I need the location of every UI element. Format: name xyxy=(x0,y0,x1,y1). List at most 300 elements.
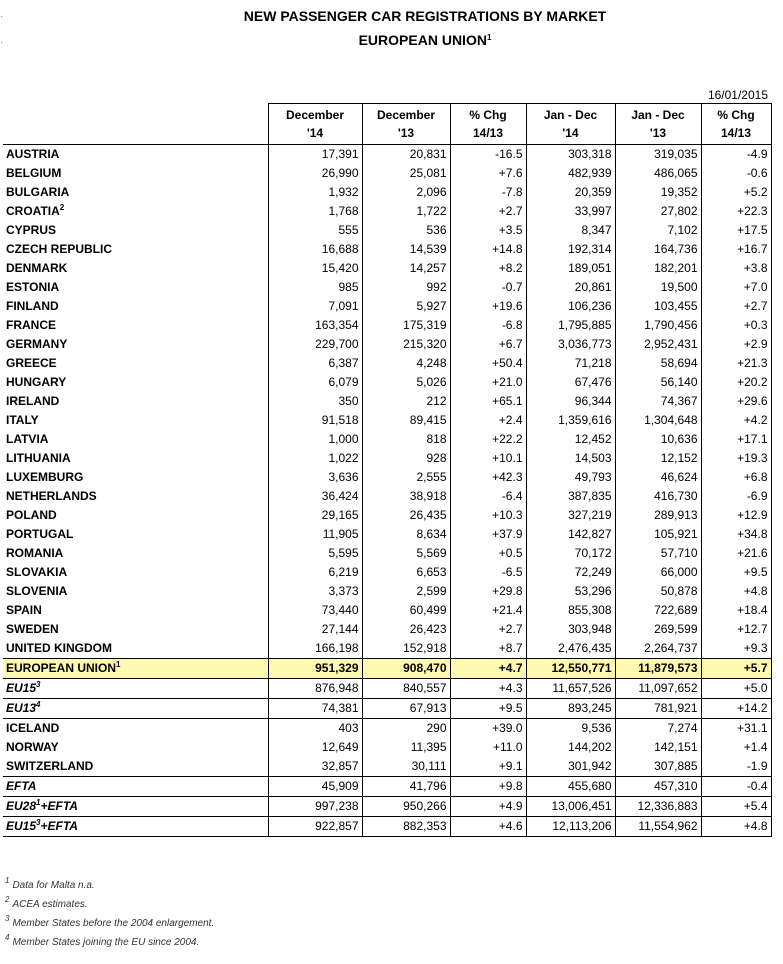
value-cell: +29.8 xyxy=(450,582,526,601)
row-label xyxy=(3,525,268,544)
value-cell: 20,861 xyxy=(526,278,615,297)
value-cell: 12,336,883 xyxy=(615,797,701,817)
column-header: December '13 xyxy=(362,104,450,145)
value-cell: 19,352 xyxy=(615,183,701,202)
column-header: December '14 xyxy=(268,104,362,145)
value-cell: 876,948 xyxy=(268,679,362,699)
market-name: DENMARK xyxy=(6,261,68,275)
value-cell: 6,387 xyxy=(328,356,359,370)
value-cell: 8,634 xyxy=(362,525,450,544)
value-cell: +5.0 xyxy=(701,679,771,699)
value-cell: +34.8 xyxy=(701,525,771,544)
footnote xyxy=(5,914,214,933)
value-cell: 5,927 xyxy=(362,297,450,316)
value-cell: 2,096 xyxy=(362,183,450,202)
value-cell: 73,440 xyxy=(321,603,359,617)
value-cell: -1.9 xyxy=(701,757,771,777)
value-cell: 163,354 xyxy=(315,318,359,332)
table-row xyxy=(3,620,771,639)
footnotes xyxy=(5,876,214,952)
value-cell: +0.3 xyxy=(701,316,771,335)
value-cell: +21.6 xyxy=(701,544,771,563)
value-cell: 6,219 xyxy=(328,565,359,579)
row-label xyxy=(3,817,268,837)
row-label xyxy=(3,777,268,797)
value-cell: +22.2 xyxy=(450,430,526,449)
column-header: Jan - Dec '14 xyxy=(526,104,615,145)
table-row xyxy=(3,164,771,183)
eu-total-row xyxy=(3,659,771,679)
value-cell: -6.4 xyxy=(450,487,526,506)
value-cell: 855,308 xyxy=(526,601,615,620)
value-cell: 41,796 xyxy=(362,777,450,797)
value-cell: -6.8 xyxy=(450,316,526,335)
value-cell: 387,835 xyxy=(526,487,615,506)
value-cell: 457,310 xyxy=(615,777,701,797)
value-cell: +9.8 xyxy=(450,777,526,797)
table-row xyxy=(3,449,771,468)
value-cell: 2,264,737 xyxy=(615,639,701,659)
value-cell: 142,827 xyxy=(526,525,615,544)
footnote-number: 4 xyxy=(5,933,10,942)
value-cell: +14.8 xyxy=(450,240,526,259)
value-cell: 49,793 xyxy=(526,468,615,487)
market-name: SLOVAKIA xyxy=(6,565,68,579)
value-cell: +18.4 xyxy=(701,601,771,620)
value-cell: 7,091 xyxy=(328,299,359,313)
value-cell: 15,420 xyxy=(321,261,359,275)
value-cell: 12,452 xyxy=(526,430,615,449)
value-cell: 555 xyxy=(338,223,359,237)
value-cell: 144,202 xyxy=(526,738,615,757)
value-cell: 11,879,573 xyxy=(615,659,701,679)
value-cell: 893,245 xyxy=(526,699,615,719)
market-name: POLAND xyxy=(6,508,57,522)
market-name: LUXEMBURG xyxy=(6,470,84,484)
value-cell: 11,657,526 xyxy=(526,679,615,699)
row-label xyxy=(3,506,268,525)
value-cell: 7,274 xyxy=(615,719,701,739)
value-cell: 6,653 xyxy=(362,563,450,582)
value-cell: 67,476 xyxy=(526,373,615,392)
value-cell: 319,035 xyxy=(615,145,701,165)
value-cell: 455,680 xyxy=(526,777,615,797)
value-cell: 6,079 xyxy=(328,375,359,389)
footnote xyxy=(5,895,214,914)
value-cell: 16,688 xyxy=(321,242,359,256)
value-cell: 482,939 xyxy=(526,164,615,183)
market-name: EU28 xyxy=(6,799,37,813)
footnote-marker: 1 xyxy=(36,798,41,807)
value-cell: 72,249 xyxy=(526,563,615,582)
value-cell: 67,913 xyxy=(362,699,450,719)
value-cell: +17.1 xyxy=(701,430,771,449)
value-cell: 403 xyxy=(338,721,359,735)
registrations-table xyxy=(3,103,772,837)
footnote xyxy=(5,933,214,952)
market-name: EU13 xyxy=(6,701,37,715)
table-row xyxy=(3,601,771,620)
value-cell: +9.5 xyxy=(701,563,771,582)
value-cell: 12,550,771 xyxy=(526,659,615,679)
footnote-text: Member States before the 2004 enlargement. xyxy=(12,918,215,929)
value-cell: 486,065 xyxy=(615,164,701,183)
value-cell: 9,536 xyxy=(526,719,615,739)
value-cell: 27,144 xyxy=(321,622,359,636)
market-name: BELGIUM xyxy=(6,166,62,180)
table-row xyxy=(3,335,771,354)
value-cell: 2,952,431 xyxy=(615,335,701,354)
value-cell: 20,831 xyxy=(362,145,450,165)
value-cell: 142,151 xyxy=(615,738,701,757)
value-cell: 26,435 xyxy=(362,506,450,525)
value-cell: +4.8 xyxy=(701,582,771,601)
row-label xyxy=(3,354,268,373)
value-cell: 26,990 xyxy=(321,166,359,180)
market-name: CYPRUS xyxy=(6,223,57,237)
value-cell: +0.5 xyxy=(450,544,526,563)
value-cell: +39.0 xyxy=(450,719,526,739)
market-name: AUSTRIA xyxy=(6,147,60,161)
row-label xyxy=(3,316,268,335)
table-row xyxy=(3,240,771,259)
table-body xyxy=(3,145,771,837)
table-row xyxy=(3,297,771,316)
value-cell: 2,555 xyxy=(362,468,450,487)
value-cell: 56,140 xyxy=(615,373,701,392)
value-cell: +4.9 xyxy=(450,797,526,817)
value-cell: 66,000 xyxy=(615,563,701,582)
row-label xyxy=(3,392,268,411)
table-row xyxy=(3,468,771,487)
value-cell: 89,415 xyxy=(362,411,450,430)
value-cell: 5,026 xyxy=(362,373,450,392)
market-name: LITHUANIA xyxy=(6,451,71,465)
value-cell: +4.3 xyxy=(450,679,526,699)
table-row xyxy=(3,738,771,757)
value-cell: +21.3 xyxy=(701,354,771,373)
row-label xyxy=(3,449,268,468)
row-label xyxy=(3,297,268,316)
value-cell: +29.6 xyxy=(701,392,771,411)
footnote-marker: 4 xyxy=(36,700,41,709)
value-cell: 33,997 xyxy=(526,202,615,221)
value-cell: 45,909 xyxy=(268,777,362,797)
table-row xyxy=(3,259,771,278)
market-name: EFTA xyxy=(6,779,37,793)
row-label xyxy=(3,240,268,259)
value-cell: +14.2 xyxy=(701,699,771,719)
value-cell: 5,595 xyxy=(328,546,359,560)
value-cell: 105,921 xyxy=(615,525,701,544)
value-cell: +5.7 xyxy=(701,659,771,679)
value-cell: 2,476,435 xyxy=(526,639,615,659)
value-cell: +12.9 xyxy=(701,506,771,525)
row-label xyxy=(3,719,268,739)
value-cell: +8.7 xyxy=(450,639,526,659)
table-row xyxy=(3,373,771,392)
footnote-number: 2 xyxy=(5,895,10,904)
value-cell: 928 xyxy=(362,449,450,468)
row-label xyxy=(3,278,268,297)
footnote-text: Data for Malta n.a. xyxy=(12,880,95,891)
value-cell: 182,201 xyxy=(615,259,701,278)
value-cell: +9.3 xyxy=(701,639,771,659)
value-cell: 303,948 xyxy=(526,620,615,639)
value-cell: 106,236 xyxy=(526,297,615,316)
value-cell: +2.9 xyxy=(701,335,771,354)
value-cell: 536 xyxy=(362,221,450,240)
value-cell: +10.3 xyxy=(450,506,526,525)
value-cell: +5.4 xyxy=(701,797,771,817)
value-cell: +12.7 xyxy=(701,620,771,639)
value-cell: 882,353 xyxy=(362,817,450,837)
market-name: FINLAND xyxy=(6,299,59,313)
value-cell: 74,381 xyxy=(268,699,362,719)
subtitle-text: EUROPEAN UNION xyxy=(358,32,487,48)
row-label xyxy=(3,411,268,430)
value-cell: 327,219 xyxy=(526,506,615,525)
market-name: ESTONIA xyxy=(6,280,60,294)
table-row xyxy=(3,221,771,240)
row-label xyxy=(3,563,268,582)
value-cell: 1,768 xyxy=(328,204,359,218)
value-cell: 36,424 xyxy=(321,489,359,503)
market-name: IRELAND xyxy=(6,394,60,408)
value-cell: +3.5 xyxy=(450,221,526,240)
footnote xyxy=(5,876,214,895)
value-cell: +5.2 xyxy=(701,183,771,202)
value-cell: +20.2 xyxy=(701,373,771,392)
value-cell: +9.1 xyxy=(450,757,526,777)
value-cell: 997,238 xyxy=(268,797,362,817)
row-label xyxy=(3,430,268,449)
edge-mark: · xyxy=(0,11,4,22)
table-row xyxy=(3,719,771,739)
value-cell: 269,599 xyxy=(615,620,701,639)
value-cell: 950,266 xyxy=(362,797,450,817)
row-label xyxy=(3,659,268,679)
market-name: NETHERLANDS xyxy=(6,489,97,503)
value-cell: 951,329 xyxy=(268,659,362,679)
value-cell: +2.7 xyxy=(701,297,771,316)
value-cell: 303,318 xyxy=(526,145,615,165)
eu28-efta-row xyxy=(3,797,771,817)
value-cell: 29,165 xyxy=(321,508,359,522)
value-cell: +42.3 xyxy=(450,468,526,487)
value-cell: -0.4 xyxy=(701,777,771,797)
eu15-efta-row xyxy=(3,817,771,837)
market-name: ICELAND xyxy=(6,721,60,735)
column-header: Jan - Dec '13 xyxy=(615,104,701,145)
market-name: SPAIN xyxy=(6,603,42,617)
table-row xyxy=(3,544,771,563)
value-cell: 14,257 xyxy=(362,259,450,278)
market-name: HUNGARY xyxy=(6,375,67,389)
value-cell: 175,319 xyxy=(362,316,450,335)
row-label xyxy=(3,183,268,202)
value-cell: 14,539 xyxy=(362,240,450,259)
row-label xyxy=(3,797,268,817)
eu15-row xyxy=(3,679,771,699)
value-cell: +2.7 xyxy=(450,620,526,639)
table-row xyxy=(3,183,771,202)
row-label xyxy=(3,259,268,278)
value-cell: 152,918 xyxy=(362,639,450,659)
footnote-number: 1 xyxy=(5,876,10,885)
value-cell: 4,248 xyxy=(362,354,450,373)
value-cell: +22.3 xyxy=(701,202,771,221)
value-cell: 71,218 xyxy=(526,354,615,373)
eu13-row xyxy=(3,699,771,719)
value-cell: +11.0 xyxy=(450,738,526,757)
value-cell: +8.2 xyxy=(450,259,526,278)
value-cell: 11,554,962 xyxy=(615,817,701,837)
value-cell: +3.8 xyxy=(701,259,771,278)
table-row xyxy=(3,582,771,601)
market-name: EU15 xyxy=(6,819,37,833)
value-cell: +31.1 xyxy=(701,719,771,739)
value-cell: 53,296 xyxy=(526,582,615,601)
value-cell: 12,152 xyxy=(615,449,701,468)
row-label xyxy=(3,202,268,221)
value-cell: -0.7 xyxy=(450,278,526,297)
value-cell: +2.4 xyxy=(450,411,526,430)
subtitle-footnote-marker: 1 xyxy=(486,33,492,42)
table-row xyxy=(3,202,771,221)
row-label xyxy=(3,620,268,639)
value-cell: 30,111 xyxy=(362,757,450,777)
market-name: UNITED KINGDOM xyxy=(6,641,112,655)
value-cell: 307,885 xyxy=(615,757,701,777)
row-label xyxy=(3,544,268,563)
footnote-marker: 3 xyxy=(36,818,41,827)
row-label xyxy=(3,164,268,183)
value-cell: 1,795,885 xyxy=(526,316,615,335)
report-date: 16/01/2015 xyxy=(707,88,768,102)
value-cell: 8,347 xyxy=(526,221,615,240)
value-cell: 3,036,773 xyxy=(526,335,615,354)
value-cell: 32,857 xyxy=(268,757,362,777)
market-name: NORWAY xyxy=(6,740,59,754)
value-cell: -6.5 xyxy=(450,563,526,582)
row-label xyxy=(3,601,268,620)
row-label xyxy=(3,582,268,601)
value-cell: 50,878 xyxy=(615,582,701,601)
value-cell: +4.6 xyxy=(450,817,526,837)
value-cell: -0.6 xyxy=(701,164,771,183)
row-label xyxy=(3,145,268,165)
value-cell: 992 xyxy=(362,278,450,297)
page-title: NEW PASSENGER CAR REGISTRATIONS BY MARKET xyxy=(243,8,607,24)
value-cell: 27,802 xyxy=(615,202,701,221)
value-cell: 14,503 xyxy=(526,449,615,468)
value-cell: 3,636 xyxy=(328,470,359,484)
value-cell: +65.1 xyxy=(450,392,526,411)
market-name: SWITZERLAND xyxy=(6,759,94,773)
value-cell: +17.5 xyxy=(701,221,771,240)
value-cell: 164,736 xyxy=(615,240,701,259)
table-row xyxy=(3,757,771,777)
value-cell: 301,942 xyxy=(526,757,615,777)
footnote-text: ACEA estimates. xyxy=(12,899,88,910)
row-label xyxy=(3,487,268,506)
value-cell: 60,499 xyxy=(362,601,450,620)
value-cell: +6.7 xyxy=(450,335,526,354)
value-cell: 215,320 xyxy=(362,335,450,354)
name-suffix: +EFTA xyxy=(40,799,78,813)
table-row xyxy=(3,145,771,165)
value-cell: 212 xyxy=(362,392,450,411)
value-cell: 11,395 xyxy=(362,738,450,757)
value-cell: 840,557 xyxy=(362,679,450,699)
value-cell: +2.7 xyxy=(450,202,526,221)
header-empty-cell xyxy=(3,104,268,145)
market-name: EU15 xyxy=(6,681,37,695)
value-cell: 189,051 xyxy=(526,259,615,278)
row-label xyxy=(3,468,268,487)
value-cell: 290 xyxy=(362,719,450,739)
value-cell: +21.0 xyxy=(450,373,526,392)
table-row xyxy=(3,563,771,582)
value-cell: +4.8 xyxy=(701,817,771,837)
value-cell: 1,790,456 xyxy=(615,316,701,335)
value-cell: 781,921 xyxy=(615,699,701,719)
value-cell: 12,649 xyxy=(321,740,359,754)
market-name: BULGARIA xyxy=(6,185,70,199)
value-cell: 985 xyxy=(338,280,359,294)
column-header: % Chg 14/13 xyxy=(450,104,526,145)
value-cell: 26,423 xyxy=(362,620,450,639)
row-label xyxy=(3,757,268,777)
row-label xyxy=(3,335,268,354)
value-cell: 350 xyxy=(338,394,359,408)
value-cell: 57,710 xyxy=(615,544,701,563)
value-cell: 96,344 xyxy=(526,392,615,411)
market-name: SWEDEN xyxy=(6,622,59,636)
value-cell: +9.5 xyxy=(450,699,526,719)
value-cell: 908,470 xyxy=(362,659,450,679)
market-name: CZECH REPUBLIC xyxy=(6,242,113,256)
value-cell: +19.6 xyxy=(450,297,526,316)
market-name: ITALY xyxy=(6,413,39,427)
value-cell: +37.9 xyxy=(450,525,526,544)
footnote-marker: 3 xyxy=(36,680,41,689)
table-header-row xyxy=(3,104,771,145)
footnote-marker: 2 xyxy=(59,203,65,212)
market-name: CROATIA xyxy=(6,204,60,218)
row-label xyxy=(3,221,268,240)
footnote-marker: 1 xyxy=(116,660,121,669)
value-cell: 17,391 xyxy=(321,147,359,161)
footnote-text: Member States joining the EU since 2004. xyxy=(12,937,200,948)
row-label xyxy=(3,699,268,719)
value-cell: 416,730 xyxy=(615,487,701,506)
value-cell: 5,569 xyxy=(362,544,450,563)
value-cell: 25,081 xyxy=(362,164,450,183)
value-cell: +50.4 xyxy=(450,354,526,373)
footnote-number: 3 xyxy=(5,914,10,923)
value-cell: +10.1 xyxy=(450,449,526,468)
row-label xyxy=(3,679,268,699)
value-cell: +1.4 xyxy=(701,738,771,757)
row-label xyxy=(3,639,268,659)
edge-mark: · xyxy=(0,37,4,48)
value-cell: 11,905 xyxy=(322,527,359,541)
table-row xyxy=(3,430,771,449)
value-cell: 103,455 xyxy=(615,297,701,316)
market-name: EUROPEAN UNION xyxy=(6,661,117,675)
